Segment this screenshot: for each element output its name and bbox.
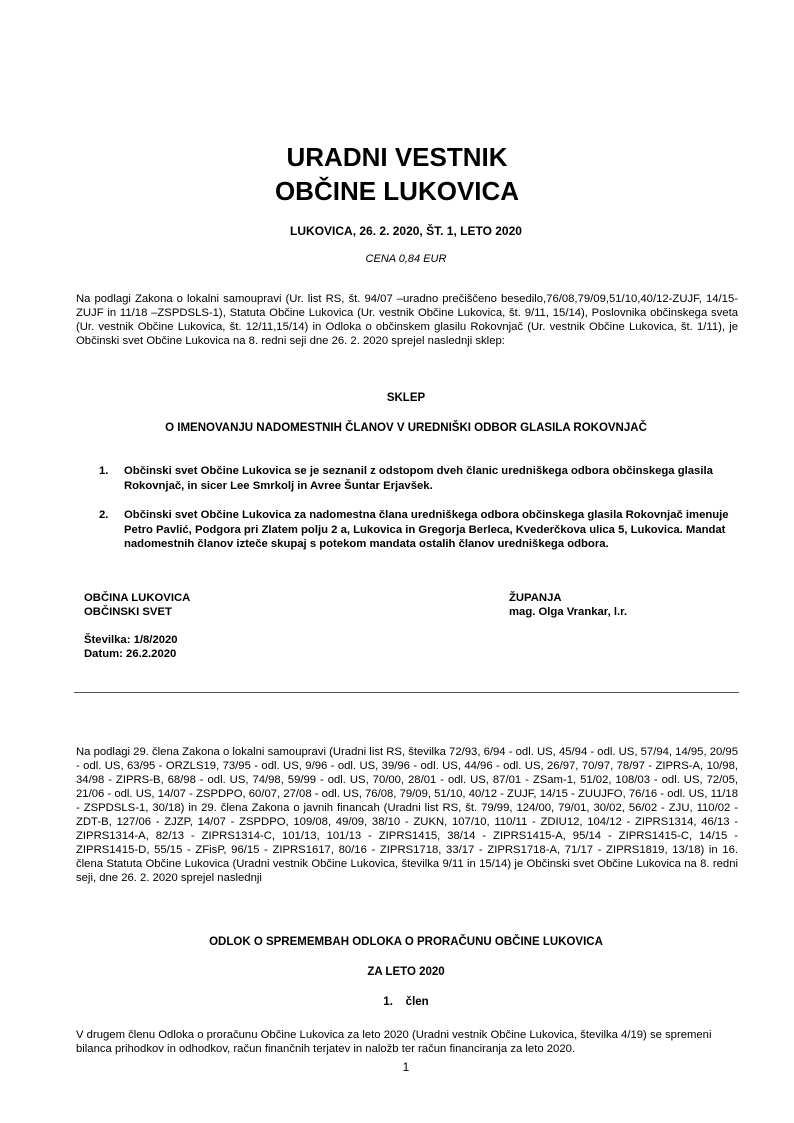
list-item [99,464,729,493]
document-reference [84,633,178,661]
document-number: Številka: 1/8/2020 [84,634,178,646]
gazette-title: URADNI VESTNIK [286,142,508,172]
gazette-municipality: OBČINE LUKOVICA [274,176,520,206]
second-paragraph: Na podlagi 29. člena Zakona o lokalni samoupravi (Uradni list RS, številka 72/93, 6/94 - odl. US, 45/94 - odl. US, 57/94, 14/95, 20/95 - odl. US, 63/95 - ORZLS19, 73/95 - odl. US, 9/96 - odl. US, 39/96 - odl. US, 44/96 - odl. US, 26/97, 70/97, 78/97 - ZIPRS-A, 10/98, 34/98 - ZIPRS-B, 68/98 - odl. US, 74/98, 59/99 - odl. US, 70/00, 28/01 - odl. US, 87/01 - ZSam-1, 51/02, 108/03 - odl. US, 72/05, 21/06 - odl. US, 14/07 - ZSPDPO, 60/07, 27/08 - odl. US, 76/08, 79/09, 51/10, 40/12 - ZUJF, 14/15 - ZUUJFO, 76/16 - odl. US, 11/18 - ZSPDSLS-1, 30/18) in 29. člena Zakona o javnih financah (Uradni list RS, št. 79/99, 124/00, 79/01, 30/02, 56/02 - ZJU, 110/02 - ZDT-B, 127/06 - ZJZP, 14/07 - ZSPDPO, 109/08, 49/09, 38/10 - ZUKN, 107/10, 110/11 - ZDIU12, 104/12 - ZIPRS1314, 46/13 - ZIPRS1314-A, 82/13 - ZIPRS1314-C, 101/13, 101/13 - ZIPRS1415, 38/14 - ZIPRS1415-A, 95/14 - ZIPRS1415-C, 14/15 - ZIPRS1415-D, 55/15 - ZFisP, 96/15 - ZIPRS1617, 80/16 - ZIPRS1718, 33/17 - ZIPRS1718-A, 71/17 - ZIPRS1819, 13/18) in 16. člena Statuta Občine Lukovica (Uradni vestnik Občine Lukovica, številka 9/11 in 15/14) je Občinski svet Občine Lukovica na 8. redni seji, dne 26. 2. 2020 sprejel naslednji [76,746,738,884]
odlok-year: ZA LETO 2020 [367,966,445,978]
signature-left [84,591,190,619]
signature-org: OBČINA LUKOVICA [84,592,191,604]
signature-role: ŽUPANJA [509,592,562,604]
page-number: 1 [402,1060,410,1074]
signature-right [509,591,627,619]
odlok-heading: ODLOK O SPREMEMBAH ODLOKA O PRORAČUNU OBČINE LUKOVICA [209,936,603,948]
article-heading: 1. člen [383,996,429,1008]
signature-body: OBČINSKI SVET [84,606,172,618]
price-line: CENA 0,84 EUR [365,253,447,265]
sklep-heading: SKLEP [386,392,426,404]
list-item-number: 1. [99,465,109,477]
sklep-subheading: O IMENOVANJU NADOMESTNIH ČLANOV V UREDNIŠKI ODBOR GLASILA ROKOVNJAČ [165,422,647,434]
list-item-number: 2. [99,509,109,521]
section-divider [74,692,739,693]
list-item-text: Občinski svet Občine Lukovica se je seznanil z odstopom dveh članic uredniškega odbora občinskega glasila Rokovnjač, in sicer Lee Smrkolj in Avree Šuntar Erjavšek. [124,465,713,492]
list-item-text: Občinski svet Občine Lukovica za nadomestna člana uredniškega odbora občinskega glasila Rokovnjač imenuje Petro Pavlić, Podgora pri Zlatem polju 2 a, Lukovica in Gregorja Berleca, Kvederčkova ulica 5, Lukovica. Mandat nadomestnih članov izteče skupaj s potekom mandata ostalih članov uredniškega odbora. [124,509,729,550]
intro-paragraph: Na podlagi Zakona o lokalni samoupravi (Ur. list RS, št. 94/07 –uradno prečiščeno besedilo,76/08,79/09,51/10,40/12-ZUJF, 14/15-ZUJF in 11/18 –ZSPDSLS-1), Statuta Občine Lukovica (Ur. vestnik Občine Lukovica, št. 9/11, 15/14), Poslovnika občinskega sveta (Ur. vestnik Občine Lukovica, št. 12/11,15/14) in Odloka o občinskem glasilu Rokovnjač (Ur. vestnik Občine Lukovica, št. 1/11), je Občinski svet Občine Lukovica na 8. redni seji dne 26. 2. 2020 sprejel naslednji sklep: [76,293,738,347]
list-item [99,508,729,552]
signature-name: mag. Olga Vrankar, l.r. [509,606,628,618]
document-date: Datum: 26.2.2020 [84,648,177,660]
article-text: V drugem členu Odloka o proračunu Občine Lukovica za leto 2020 (Uradni vestnik Občine Lukovica, številka 4/19) se spremeni bilanca prihodkov in odhodkov, račun finančnih terjatev in naložb ter račun financiranja za leto 2020. [76,1029,712,1055]
issue-line: LUKOVICA, 26. 2. 2020, ŠT. 1, LETO 2020 [290,224,522,238]
